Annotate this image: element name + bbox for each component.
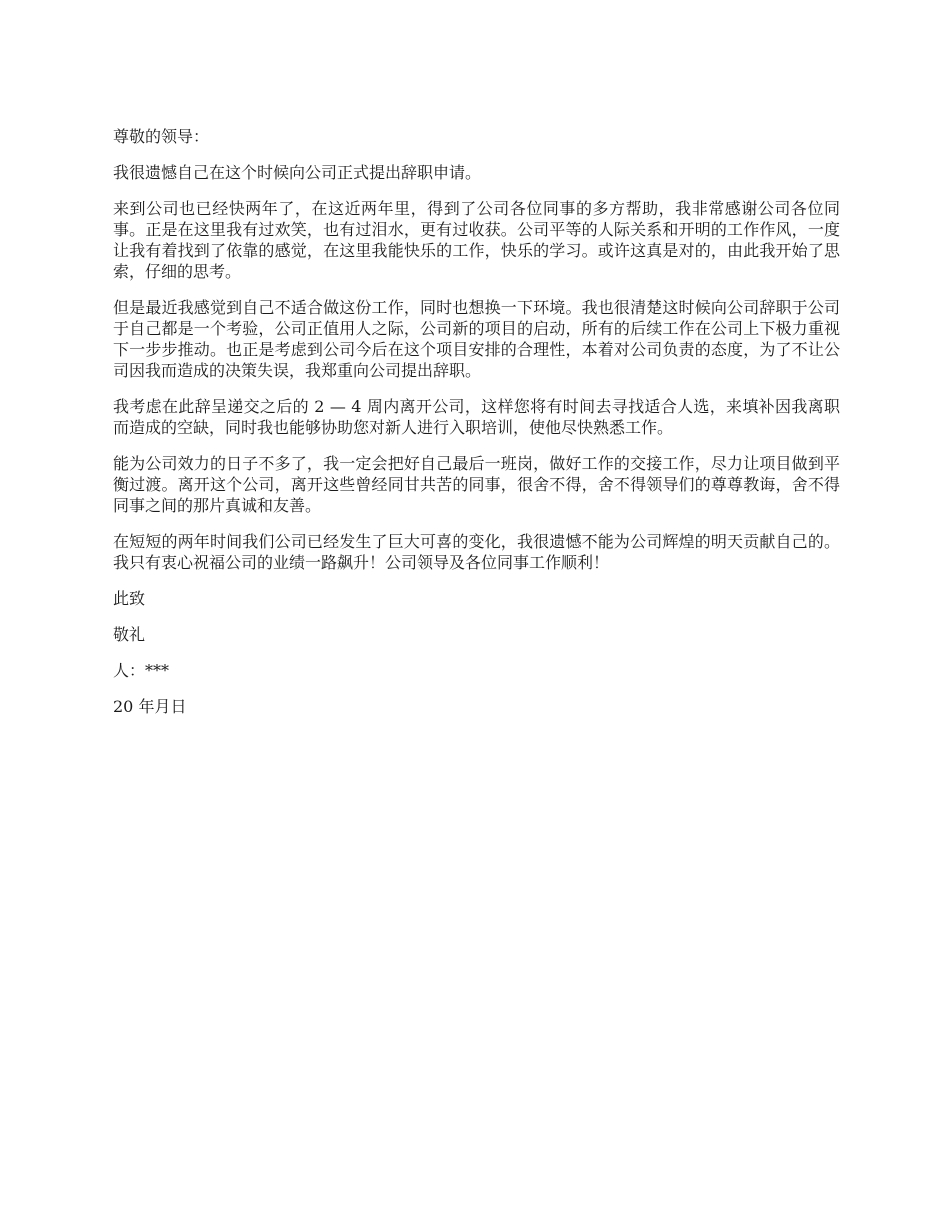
paragraph-5: 能为公司效力的日子不多了，我一定会把好自己最后一班岗，做好工作的交接工作，尽力让项目做到平衡过渡。离开这个公司，离开这些曾经同甘共苦的同事，很舍不得，舍不得领导们的尊尊教诲，舍不得同事之间的那片真诚和友善。	[113, 454, 840, 515]
paragraph-4: 我考虑在此辞呈递交之后的 2 — 4 周内离开公司，这样您将有时间去寻找适合人选，来填补因我离职而造成的空缺，同时我也能够协助您对新人进行入职培训，使他尽快熟悉工作。	[113, 397, 840, 437]
date-line: 20 年月日	[113, 697, 187, 716]
paragraph-2: 来到公司也已经快两年了，在这近两年里，得到了公司各位同事的多方帮助，我非常感谢公司各位同事。正是在这里我有过欢笑，也有过泪水，更有过收获。公司平等的人际关系和开明的工作作风，一度让我有着找到了依靠的感觉，在这里我能快乐的工作，快乐的学习。或许这真是对的，由此我开始了思索，仔细的思考。	[113, 199, 840, 281]
paragraph-1: 我很遗憾自己在这个时候向公司正式提出辞职申请。	[113, 163, 482, 182]
letter-body	[113, 126, 840, 732]
closing-line-1: 此致	[113, 589, 146, 608]
signature: 人：***	[113, 661, 170, 680]
closing-line-2: 敬礼	[113, 625, 146, 644]
paragraph-3: 但是最近我感觉到自己不适合做这份工作，同时也想换一下环境。我也很清楚这时候向公司辞职于公司于自己都是一个考验，公司正值用人之际，公司新的项目的启动，所有的后续工作在公司上下极力重视下一步步推动。也正是考虑到公司今后在这个项目安排的合理性，本着对公司负责的态度，为了不让公司因我而造成的决策失误，我郑重向公司提出辞职。	[113, 298, 840, 380]
paragraph-6: 在短短的两年时间我们公司已经发生了巨大可喜的变化，我很遗憾不能为公司辉煌的明天贡献自己的。我只有衷心祝福公司的业绩一路飙升！公司领导及各位同事工作顺利！	[113, 532, 840, 572]
salutation: 尊敬的领导：	[113, 127, 210, 146]
